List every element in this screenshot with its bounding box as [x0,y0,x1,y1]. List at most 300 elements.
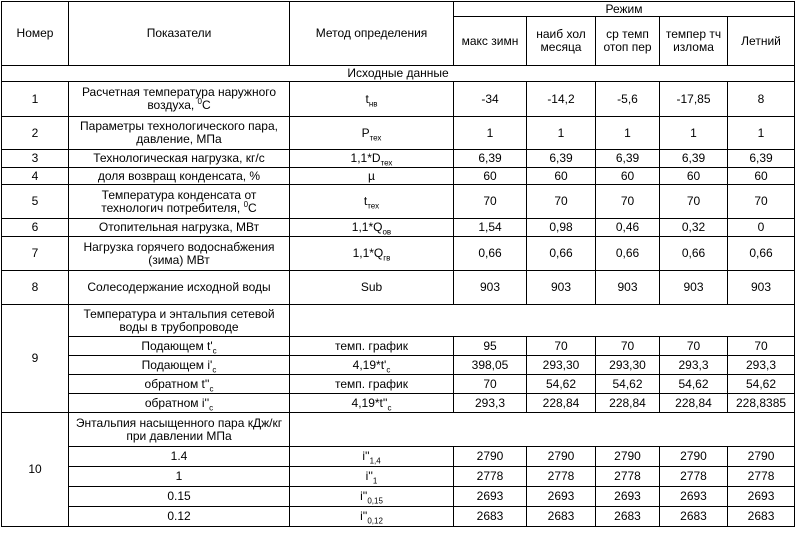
value-cell [728,185,795,219]
method-text: i'' [362,449,370,463]
value-text: -5,6 [617,91,638,106]
method-text: i'' [360,489,368,503]
value-cell [660,487,728,507]
value-cell [728,507,795,527]
indicator-cell [69,117,290,150]
value-text: 95 [483,338,497,353]
method-sub: 1 [372,476,378,486]
value-cell [728,337,795,356]
value-cell [596,237,660,271]
value-cell [728,82,795,117]
table-row [2,447,795,467]
header-mode-0: макс зимн [454,17,527,66]
value-cell [596,168,660,185]
value-text: 0,66 [549,246,573,260]
value-text: 6,39 [749,151,773,165]
value-text: 2790 [614,449,641,463]
value-text: 903 [683,280,704,294]
value-text: 6,39 [615,151,640,165]
indicator-cell [69,271,290,305]
value-cell [728,150,795,168]
value-cell [454,356,527,375]
value-text: 70 [686,194,701,208]
value-cell [660,337,728,356]
value-text: 2693 [547,489,575,503]
value-text: 0,66 [615,246,640,260]
value-text: 1 [757,125,765,140]
method-sub: нв [368,98,378,108]
value-text: 903 [617,280,638,294]
header-mode-4: Летний [728,17,795,66]
indicator-cell [69,356,290,375]
value-cell [728,237,795,271]
value-cell [728,356,795,375]
value-cell [527,467,596,487]
value-cell [660,185,728,219]
value-cell [596,117,660,150]
header-method: Метод определения [290,2,454,66]
table-row [2,356,795,375]
row-number-text: 8 [31,280,39,294]
value-text: 70 [483,194,497,208]
row-number [2,185,69,219]
method-cell [290,507,454,527]
value-cell [660,82,728,117]
value-cell [454,237,527,271]
indicator-text: Подающем i' [141,357,213,372]
section-title: Исходные данные [2,66,795,82]
row-number [2,82,69,117]
value-cell [527,356,596,375]
indicator-cell [69,337,290,356]
method-sub: тех [369,132,382,142]
value-text: 6,39 [478,151,502,165]
method-sub: тех [367,201,380,211]
indicator-cell [69,219,290,237]
method-text: t [365,91,369,106]
value-cell [728,467,795,487]
value-text: 54,62 [678,376,709,391]
value-text: 70 [483,376,497,391]
method-text: темп. график [334,376,408,391]
value-text: 293,3 [678,357,709,372]
value-text: 293,30 [542,357,580,372]
indicator-text: Подающем t' [141,338,213,353]
value-text: 2693 [476,489,504,503]
value-cell [660,219,728,237]
value-cell [660,447,728,467]
method-sub: гв [383,253,391,263]
table-row [2,117,795,150]
value-cell [527,185,596,219]
value-text: 0,66 [478,246,502,260]
value-cell [660,507,728,527]
value-cell [454,271,527,305]
value-cell [527,394,596,413]
value-text: 6,39 [549,151,573,165]
value-cell [728,168,795,185]
indicator-text: 0.15 [167,489,191,503]
value-cell [527,375,596,394]
table-row [2,337,795,356]
value-text: 70 [754,194,768,208]
value-text: 70 [754,338,768,353]
value-text: 70 [620,194,635,208]
method-cell [290,394,454,413]
method-cell [290,150,454,168]
value-cell [596,337,660,356]
method-cell [290,337,454,356]
value-text: 2683 [680,509,707,523]
value-text: 70 [554,194,568,208]
value-text: 1,54 [478,220,502,234]
value-text: 1 [624,125,631,140]
method-text: 4,19*t'' [351,395,388,410]
value-cell [728,375,795,394]
value-text: 1 [557,125,565,140]
value-cell [454,507,527,527]
value-text: 903 [479,280,501,294]
value-cell [660,394,728,413]
value-text: 228,84 [542,395,580,410]
method-text: i'' [360,509,368,523]
value-text: 1 [486,125,494,140]
indicator-text: Технологическая нагрузка, кг/с [93,151,265,165]
value-cell [660,375,728,394]
value-text: 2683 [547,509,575,523]
group-number-text: 10 [28,462,42,476]
value-text: 70 [554,338,568,353]
indicator-text: доля возвращ конденсата, % [97,168,261,183]
value-text: 2790 [680,449,707,463]
value-text: 903 [550,280,572,294]
table-row [2,185,795,219]
row-number [2,219,69,237]
value-text: 2778 [680,469,707,483]
row-number-text: 1 [31,91,39,106]
indicator-text: Температура конденсата от технологич потребителя, [101,187,257,215]
value-cell [527,82,596,117]
group-title-row [2,413,795,447]
row-number-text: 2 [31,125,39,140]
value-text: 2778 [547,469,575,483]
indicator-cell [69,168,290,185]
value-text: 398,05 [471,357,509,372]
value-cell [454,82,527,117]
value-cell [728,447,795,467]
value-text: 2683 [747,509,775,523]
indicator-cell [69,375,290,394]
method-sub: c [386,364,391,374]
value-text: 2683 [476,509,504,523]
value-cell [596,185,660,219]
value-cell [596,219,660,237]
value-cell [728,271,795,305]
indicator-cell [69,467,290,487]
value-cell [660,117,728,150]
value-cell [454,150,527,168]
value-cell [527,237,596,271]
method-text: t [363,194,368,208]
indicator-cell [69,487,290,507]
row-number [2,271,69,305]
value-cell [454,117,527,150]
value-cell [660,237,728,271]
indicator-sub: c [212,345,217,355]
value-cell [527,337,596,356]
value-text: 2790 [476,449,504,463]
group-title [69,305,290,337]
header-mode: Режим [454,2,795,17]
method-cell [290,271,454,305]
row-number-text: 7 [31,246,39,260]
group-title [69,413,290,447]
indicator-text: Расчетная температура наружного воздуха, [81,85,277,112]
method-text: темп. график [334,338,408,353]
value-text: 0,66 [749,246,773,260]
value-cell [454,185,527,219]
value-text: 60 [686,168,701,183]
row-number [2,168,69,185]
table-row [2,487,795,507]
value-cell [596,82,660,117]
group-title-row [2,305,795,337]
method-sub: c [387,402,392,412]
method-sub: 0,15 [367,496,383,506]
method-cell [290,237,454,271]
value-text: 0 [757,220,765,234]
value-cell [596,467,660,487]
value-cell [454,375,527,394]
value-text: 0,46 [615,220,640,234]
value-text: -17,85 [676,91,711,106]
indicator-cell [69,185,290,219]
value-text: 1 [690,125,697,140]
indicator-text: 1 [175,469,183,483]
table-row [2,82,795,117]
group-title-text: Температура и энтальпия сетевой воды в трубопроводе [83,306,275,334]
value-cell [596,271,660,305]
group-title-blank [290,305,795,337]
method-text: 1,1*Q [351,220,383,234]
value-cell [527,117,596,150]
value-cell [660,356,728,375]
section-row [2,66,795,82]
indicator-sup: 0 [243,199,249,209]
data-table [1,1,795,527]
value-cell [454,467,527,487]
header-number: Номер [2,2,69,66]
value-text: 2790 [747,449,775,463]
indicator-cell [69,447,290,467]
method-cell [290,168,454,185]
method-text: P [361,125,370,140]
table-row [2,507,795,527]
method-text: 1,1*Q [352,246,384,260]
method-sub: 1,4 [369,456,381,466]
table-row [2,168,795,185]
indicator-sub: c [209,383,214,393]
value-text: 54,62 [545,376,577,391]
method-cell [290,82,454,117]
value-cell [454,219,527,237]
indicator-text: обратном t'' [144,376,210,391]
value-cell [454,487,527,507]
value-cell [728,117,795,150]
table-row [2,394,795,413]
value-cell [527,487,596,507]
value-text: 70 [686,338,701,353]
value-cell [454,168,527,185]
indicator-sub: c [209,402,214,412]
method-text: 1,1*D [350,151,381,165]
value-cell [596,150,660,168]
method-text: µ [368,168,375,183]
value-cell [527,447,596,467]
value-cell [454,394,527,413]
indicator-unit: C [202,98,211,112]
value-cell [527,507,596,527]
value-text: 8 [757,91,765,106]
value-text: -34 [481,91,499,106]
value-cell [660,271,728,305]
method-cell [290,447,454,467]
header-row-top [2,2,795,17]
table-row [2,375,795,394]
value-text: 293,3 [474,395,506,410]
group-title-blank [290,413,795,447]
value-text: 228,8385 [735,395,787,410]
method-cell [290,219,454,237]
value-text: 54,62 [746,376,777,391]
indicator-text: 1.4 [170,449,188,463]
value-cell [728,394,795,413]
value-text: 903 [751,280,772,294]
indicator-unit: C [248,200,257,215]
value-text: 0,98 [549,220,573,234]
value-cell [596,447,660,467]
value-text: 228,84 [609,395,646,410]
value-cell [596,487,660,507]
method-text: Sub [360,280,383,294]
value-cell [454,447,527,467]
table-body [2,2,795,527]
indicator-text: Солесодержание исходной воды [87,280,271,294]
value-text: 60 [554,168,568,183]
table-row [2,271,795,305]
group-number-text: 9 [31,351,39,365]
row-number-text: 3 [31,151,39,165]
value-cell [660,168,728,185]
value-text: 2778 [476,469,504,483]
method-sub: 0,12 [367,516,383,526]
method-cell [290,117,454,150]
value-text: 2778 [747,469,775,483]
indicator-cell [69,394,290,413]
indicator-cell [69,507,290,527]
method-cell [290,185,454,219]
value-cell [660,150,728,168]
indicator-text: 0.12 [167,509,191,523]
table-row [2,219,795,237]
value-text: 60 [620,168,635,183]
value-cell [660,467,728,487]
indicator-text: Нагрузка горячего водоснабжения (зима) МВт [83,239,275,267]
indicator-sub: c [212,364,217,374]
value-text: 70 [620,338,635,353]
value-text: 228,84 [675,395,712,410]
value-text: 293,30 [609,357,646,372]
value-cell [527,150,596,168]
indicator-text: Параметры технологического пара, давление, МПа [80,119,278,146]
value-text: 2693 [614,489,641,503]
method-sub: ов [382,227,392,237]
value-text: 0,32 [681,220,706,234]
row-number-text: 5 [31,194,39,208]
indicator-sup: 0 [197,97,202,106]
row-number [2,237,69,271]
value-text: 0,66 [681,246,706,260]
indicator-cell [69,82,290,117]
method-cell [290,467,454,487]
value-cell [728,219,795,237]
indicator-text: обратном i'' [144,395,210,410]
value-text: 293,3 [746,357,777,372]
group-title-text: Энтальпия насыщенного пара кДж/кг при давлении МПа [75,415,283,443]
header-mode-3: темпер тч излома [660,17,728,66]
row-number-text: 4 [31,168,39,183]
group-number [2,413,69,527]
indicator-cell [69,150,290,168]
value-text: 2693 [680,489,707,503]
method-cell [290,375,454,394]
value-cell [596,507,660,527]
value-cell [596,356,660,375]
method-cell [290,487,454,507]
group-number [2,305,69,413]
indicator-text: Отопительная нагрузка, МВт [98,220,260,234]
value-text: 2683 [614,509,641,523]
value-cell [454,337,527,356]
value-text: 2790 [547,449,575,463]
indicator-cell [69,237,290,271]
value-cell [596,394,660,413]
table-row [2,237,795,271]
method-sub: тех [380,158,393,168]
value-text: 2693 [747,489,775,503]
value-text: 60 [483,168,497,183]
value-text: 60 [754,168,768,183]
value-cell [527,219,596,237]
row-number-text: 6 [31,220,39,234]
value-text: 54,62 [612,376,643,391]
header-indicators: Показатели [69,2,290,66]
method-text: i'' [365,469,373,483]
value-text: 2778 [614,469,641,483]
method-text: 4,19*t' [352,357,387,372]
value-cell [527,271,596,305]
value-text: -14,2 [547,91,575,106]
value-cell [728,487,795,507]
header-mode-2: ср темп отоп пер [596,17,660,66]
table-row [2,467,795,487]
header-mode-1: наиб хол месяца [527,17,596,66]
table-row [2,150,795,168]
value-text: 6,39 [681,151,706,165]
row-number [2,117,69,150]
value-cell [527,168,596,185]
value-cell [596,375,660,394]
